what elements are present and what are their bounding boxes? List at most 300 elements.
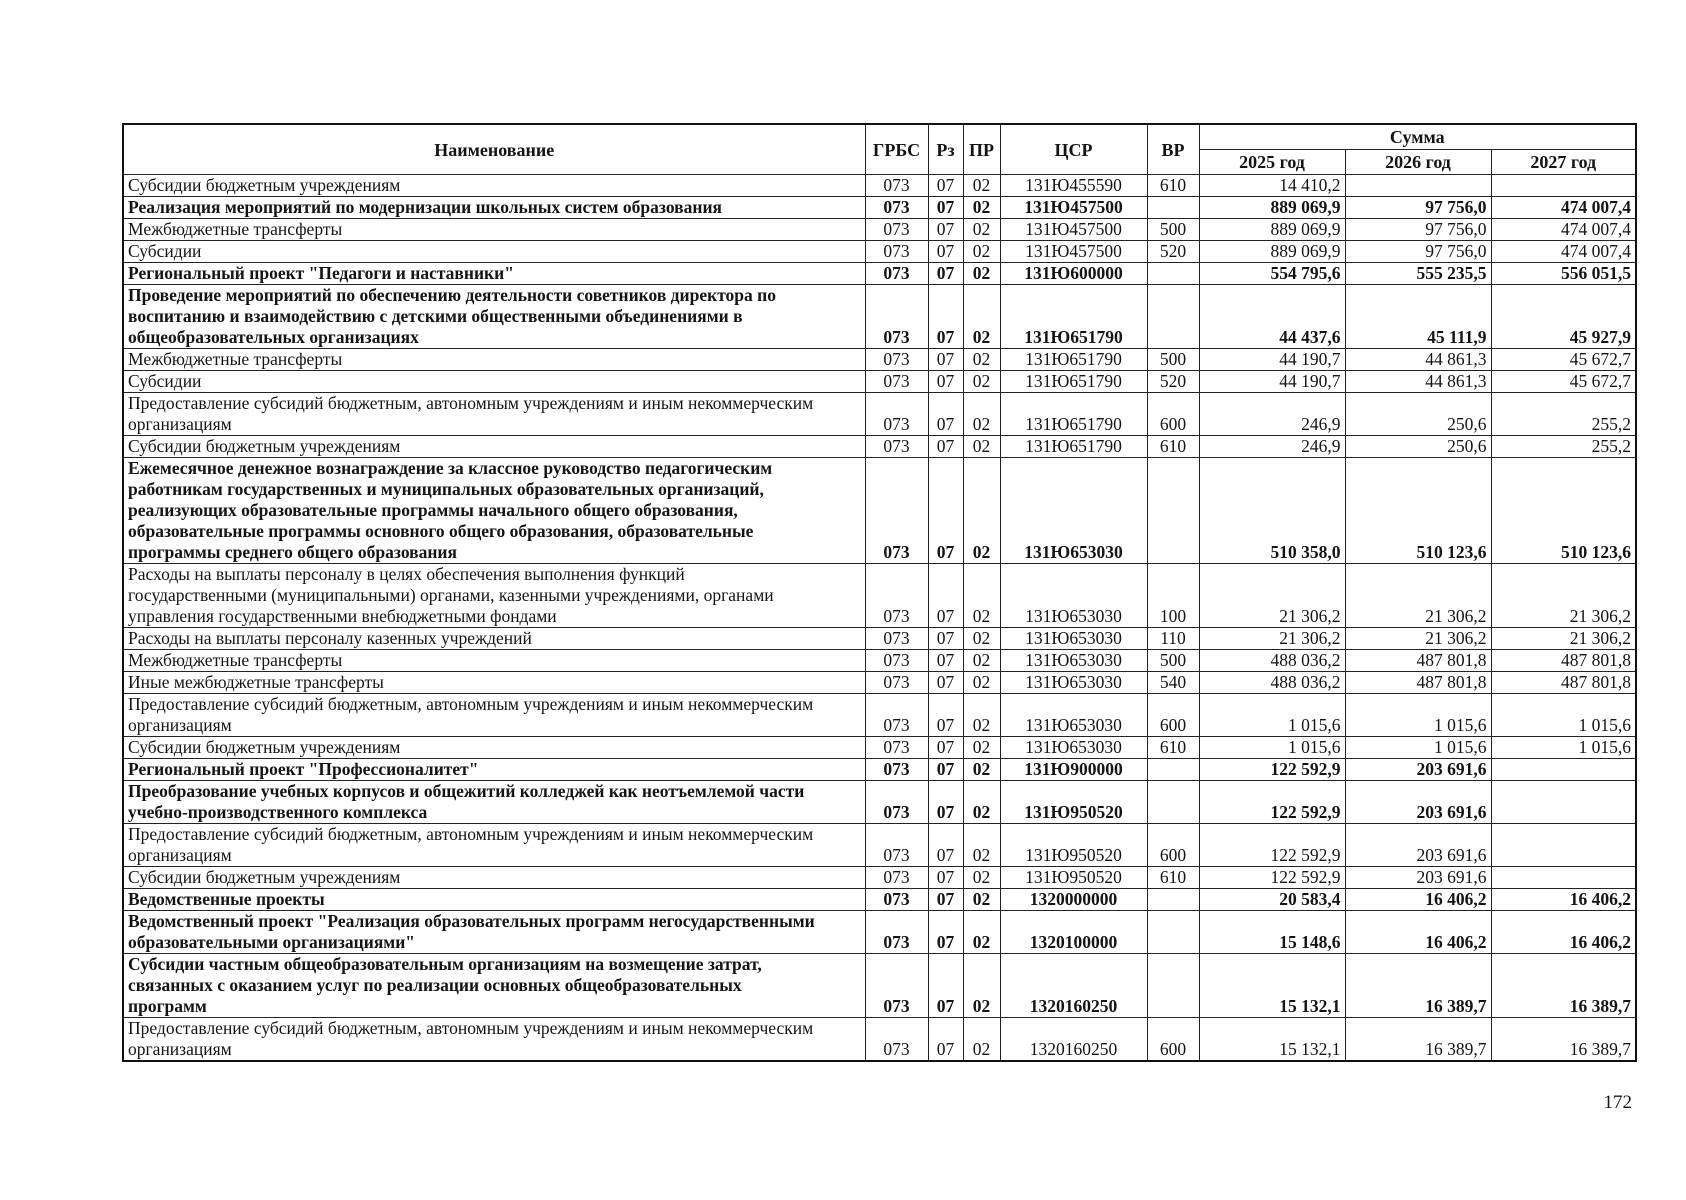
vr-cell: 600 [1147, 1018, 1199, 1062]
sum-2026-cell: 97 756,0 [1345, 241, 1491, 263]
rz-cell: 07 [928, 564, 963, 628]
sum-2026-cell: 97 756,0 [1345, 219, 1491, 241]
sum-2025-cell: 1 015,6 [1199, 737, 1345, 759]
grbs-cell: 073 [865, 672, 928, 694]
csr-cell: 131Ю950520 [1000, 824, 1147, 867]
name-cell [123, 954, 865, 1018]
sum-2025-cell: 554 795,6 [1199, 263, 1345, 285]
sum-2027-cell [1491, 175, 1636, 197]
sum-2025-cell: 889 069,9 [1199, 241, 1345, 263]
rz-cell: 07 [928, 672, 963, 694]
name-line: Реализация мероприятий по модернизации школьных систем образования [128, 197, 722, 217]
csr-cell: 1320160250 [1000, 1018, 1147, 1062]
rz-cell: 07 [928, 349, 963, 371]
name-line: Субсидии частным общеобразовательным организациям на возмещение затрат, [128, 954, 762, 974]
header-rz: Рз [928, 124, 963, 175]
pr-cell: 02 [963, 349, 1000, 371]
sum-2027-cell [1491, 781, 1636, 824]
table-row [123, 349, 1636, 371]
name-line: образовательными организациями" [128, 932, 416, 952]
sum-2025-cell: 21 306,2 [1199, 628, 1345, 650]
name-line: Предоставление субсидий бюджетным, автономным учреждениям и иным некоммерческим [128, 1018, 814, 1038]
csr-cell: 131Ю457500 [1000, 241, 1147, 263]
rz-cell: 07 [928, 954, 963, 1018]
page-number: 172 [1603, 1092, 1632, 1113]
rz-cell: 07 [928, 371, 963, 393]
table-row [123, 197, 1636, 219]
csr-cell: 131Ю653030 [1000, 737, 1147, 759]
sum-2027-cell: 1 015,6 [1491, 737, 1636, 759]
sum-2027-cell: 21 306,2 [1491, 628, 1636, 650]
name-cell [123, 175, 865, 197]
grbs-cell: 073 [865, 737, 928, 759]
vr-cell: 500 [1147, 349, 1199, 371]
vr-cell: 520 [1147, 371, 1199, 393]
vr-cell: 110 [1147, 628, 1199, 650]
header-pr: ПР [963, 124, 1000, 175]
rz-cell: 07 [928, 175, 963, 197]
rz-cell: 07 [928, 911, 963, 954]
name-cell [123, 781, 865, 824]
name-cell [123, 371, 865, 393]
table-row [123, 175, 1636, 197]
csr-cell: 131Ю457500 [1000, 219, 1147, 241]
vr-cell: 600 [1147, 824, 1199, 867]
sum-2025-cell: 15 132,1 [1199, 1018, 1345, 1062]
sum-2025-cell: 44 190,7 [1199, 349, 1345, 371]
sum-2025-cell: 488 036,2 [1199, 672, 1345, 694]
grbs-cell: 073 [865, 694, 928, 737]
vr-cell [1147, 889, 1199, 911]
grbs-cell: 073 [865, 564, 928, 628]
rz-cell: 07 [928, 694, 963, 737]
sum-2026-cell [1345, 175, 1491, 197]
grbs-cell: 073 [865, 241, 928, 263]
csr-cell: 131Ю651790 [1000, 393, 1147, 436]
pr-cell: 02 [963, 954, 1000, 1018]
table-row [123, 650, 1636, 672]
sum-2026-cell: 487 801,8 [1345, 672, 1491, 694]
csr-cell: 131Ю651790 [1000, 371, 1147, 393]
grbs-cell: 073 [865, 436, 928, 458]
rz-cell: 07 [928, 285, 963, 349]
name-cell [123, 1018, 865, 1062]
rz-cell: 07 [928, 436, 963, 458]
sum-2026-cell: 16 389,7 [1345, 1018, 1491, 1062]
name-line: Региональный проект "Педагоги и наставники" [128, 263, 514, 283]
name-cell [123, 759, 865, 781]
name-line: организациям [128, 845, 232, 865]
rz-cell: 07 [928, 759, 963, 781]
vr-cell: 610 [1147, 737, 1199, 759]
sum-2026-cell: 44 861,3 [1345, 371, 1491, 393]
sum-2025-cell: 510 358,0 [1199, 458, 1345, 564]
name-line: Субсидии бюджетным учреждениям [128, 436, 401, 456]
csr-cell: 1320100000 [1000, 911, 1147, 954]
header-sum: Сумма [1199, 124, 1636, 150]
name-line: программы среднего общего образования [128, 542, 457, 562]
name-line: Предоставление субсидий бюджетным, автономным учреждениям и иным некоммерческим [128, 694, 814, 714]
name-line: организациям [128, 715, 232, 735]
sum-2027-cell: 45 927,9 [1491, 285, 1636, 349]
sum-2026-cell: 203 691,6 [1345, 759, 1491, 781]
sum-2025-cell: 20 583,4 [1199, 889, 1345, 911]
grbs-cell: 073 [865, 781, 928, 824]
sum-2026-cell: 16 406,2 [1345, 911, 1491, 954]
name-cell [123, 393, 865, 436]
table-row [123, 263, 1636, 285]
grbs-cell: 073 [865, 628, 928, 650]
csr-cell: 131Ю653030 [1000, 458, 1147, 564]
vr-cell: 600 [1147, 694, 1199, 737]
vr-cell: 520 [1147, 241, 1199, 263]
name-line: Предоставление субсидий бюджетным, автономным учреждениям и иным некоммерческим [128, 824, 814, 844]
vr-cell: 610 [1147, 436, 1199, 458]
header-csr: ЦСР [1000, 124, 1147, 175]
name-line: Межбюджетные трансферты [128, 650, 343, 670]
sum-2027-cell: 474 007,4 [1491, 197, 1636, 219]
pr-cell: 02 [963, 759, 1000, 781]
sum-2027-cell: 16 406,2 [1491, 889, 1636, 911]
grbs-cell: 073 [865, 175, 928, 197]
rz-cell: 07 [928, 263, 963, 285]
csr-cell: 131Ю653030 [1000, 650, 1147, 672]
table-row [123, 737, 1636, 759]
sum-2025-cell: 44 437,6 [1199, 285, 1345, 349]
pr-cell: 02 [963, 628, 1000, 650]
name-cell [123, 241, 865, 263]
vr-cell: 500 [1147, 219, 1199, 241]
vr-cell: 610 [1147, 867, 1199, 889]
sum-2027-cell: 45 672,7 [1491, 349, 1636, 371]
name-cell [123, 458, 865, 564]
name-cell [123, 737, 865, 759]
name-cell [123, 263, 865, 285]
pr-cell: 02 [963, 285, 1000, 349]
name-cell [123, 349, 865, 371]
name-line: Проведение мероприятий по обеспечению деятельности советников директора по [128, 285, 776, 305]
name-cell [123, 197, 865, 219]
sum-2025-cell: 122 592,9 [1199, 781, 1345, 824]
vr-cell [1147, 263, 1199, 285]
sum-2025-cell: 889 069,9 [1199, 197, 1345, 219]
name-line: программ [128, 996, 207, 1016]
name-line: учебно-производственного комплекса [128, 802, 428, 822]
grbs-cell: 073 [865, 393, 928, 436]
sum-2027-cell: 16 389,7 [1491, 1018, 1636, 1062]
table-row [123, 219, 1636, 241]
name-cell [123, 436, 865, 458]
vr-cell: 540 [1147, 672, 1199, 694]
csr-cell: 131Ю653030 [1000, 672, 1147, 694]
name-line: реализующих образовательные программы начального общего образования, [128, 500, 738, 520]
table-row [123, 911, 1636, 954]
pr-cell: 02 [963, 393, 1000, 436]
vr-cell: 610 [1147, 175, 1199, 197]
name-line: общеобразовательных организациях [128, 327, 419, 347]
grbs-cell: 073 [865, 263, 928, 285]
table-row [123, 889, 1636, 911]
csr-cell: 131Ю651790 [1000, 436, 1147, 458]
name-line: Предоставление субсидий бюджетным, автономным учреждениям и иным некоммерческим [128, 393, 814, 413]
sum-2027-cell: 487 801,8 [1491, 650, 1636, 672]
pr-cell: 02 [963, 889, 1000, 911]
rz-cell: 07 [928, 650, 963, 672]
vr-cell: 500 [1147, 650, 1199, 672]
pr-cell: 02 [963, 911, 1000, 954]
name-line: работникам государственных и муниципальных образовательных организаций, [128, 479, 764, 499]
grbs-cell: 073 [865, 349, 928, 371]
header-year-2025: 2025 год [1199, 150, 1345, 175]
sum-2025-cell: 1 015,6 [1199, 694, 1345, 737]
table-row [123, 867, 1636, 889]
header-grbs: ГРБС [865, 124, 928, 175]
grbs-cell: 073 [865, 759, 928, 781]
name-line: Ведомственный проект "Реализация образовательных программ негосударственными [128, 911, 815, 931]
sum-2026-cell: 203 691,6 [1345, 867, 1491, 889]
rz-cell: 07 [928, 197, 963, 219]
sum-2027-cell: 21 306,2 [1491, 564, 1636, 628]
name-line: Расходы на выплаты персоналу в целях обеспечения выполнения функций [128, 564, 685, 584]
header-year-2026: 2026 год [1345, 150, 1491, 175]
pr-cell: 02 [963, 672, 1000, 694]
name-cell [123, 911, 865, 954]
sum-2026-cell: 250,6 [1345, 436, 1491, 458]
rz-cell: 07 [928, 628, 963, 650]
table-row [123, 371, 1636, 393]
csr-cell: 131Ю651790 [1000, 349, 1147, 371]
table-row [123, 954, 1636, 1018]
sum-2025-cell: 15 148,6 [1199, 911, 1345, 954]
name-line: управления государственными внебюджетными фондами [128, 606, 557, 626]
csr-cell: 131Ю653030 [1000, 628, 1147, 650]
vr-cell: 100 [1147, 564, 1199, 628]
grbs-cell: 073 [865, 458, 928, 564]
header-row-top [123, 124, 1636, 150]
sum-2027-cell: 487 801,8 [1491, 672, 1636, 694]
pr-cell: 02 [963, 867, 1000, 889]
pr-cell: 02 [963, 241, 1000, 263]
sum-2026-cell: 97 756,0 [1345, 197, 1491, 219]
sum-2027-cell: 255,2 [1491, 436, 1636, 458]
grbs-cell: 073 [865, 197, 928, 219]
grbs-cell: 073 [865, 889, 928, 911]
vr-cell [1147, 458, 1199, 564]
table-row [123, 241, 1636, 263]
grbs-cell: 073 [865, 650, 928, 672]
vr-cell [1147, 197, 1199, 219]
name-cell [123, 285, 865, 349]
vr-cell [1147, 954, 1199, 1018]
table-row [123, 458, 1636, 564]
name-line: Ведомственные проекты [128, 889, 325, 909]
csr-cell: 1320000000 [1000, 889, 1147, 911]
sum-2025-cell: 14 410,2 [1199, 175, 1345, 197]
name-line: Преобразование учебных корпусов и общежитий колледжей как неотъемлемой части [128, 781, 805, 801]
grbs-cell: 073 [865, 954, 928, 1018]
pr-cell: 02 [963, 175, 1000, 197]
name-line: Расходы на выплаты персоналу казенных учреждений [128, 628, 532, 648]
sum-2027-cell: 16 406,2 [1491, 911, 1636, 954]
name-cell [123, 219, 865, 241]
name-cell [123, 694, 865, 737]
csr-cell: 131Ю600000 [1000, 263, 1147, 285]
vr-cell [1147, 759, 1199, 781]
name-line: Субсидии бюджетным учреждениям [128, 175, 401, 195]
table-header [123, 124, 1636, 175]
csr-cell: 131Ю950520 [1000, 867, 1147, 889]
sum-2026-cell: 1 015,6 [1345, 737, 1491, 759]
rz-cell: 07 [928, 458, 963, 564]
csr-cell: 131Ю653030 [1000, 694, 1147, 737]
sum-2026-cell: 250,6 [1345, 393, 1491, 436]
pr-cell: 02 [963, 436, 1000, 458]
sum-2026-cell: 1 015,6 [1345, 694, 1491, 737]
name-line: организациям [128, 414, 232, 434]
grbs-cell: 073 [865, 371, 928, 393]
table-row [123, 694, 1636, 737]
name-line: образовательные программы основного общего образования, образовательные [128, 521, 754, 541]
grbs-cell: 073 [865, 219, 928, 241]
csr-cell: 131Ю651790 [1000, 285, 1147, 349]
name-line: Иные межбюджетные трансферты [128, 672, 384, 692]
grbs-cell: 073 [865, 1018, 928, 1062]
sum-2025-cell: 122 592,9 [1199, 824, 1345, 867]
grbs-cell: 073 [865, 824, 928, 867]
name-cell [123, 628, 865, 650]
sum-2027-cell: 255,2 [1491, 393, 1636, 436]
name-cell [123, 672, 865, 694]
table-row [123, 1018, 1636, 1062]
csr-cell: 131Ю457500 [1000, 197, 1147, 219]
sum-2026-cell: 45 111,9 [1345, 285, 1491, 349]
table-row [123, 781, 1636, 824]
sum-2027-cell: 474 007,4 [1491, 219, 1636, 241]
table-row [123, 672, 1636, 694]
name-cell [123, 867, 865, 889]
sum-2026-cell: 555 235,5 [1345, 263, 1491, 285]
table-row [123, 393, 1636, 436]
pr-cell: 02 [963, 564, 1000, 628]
rz-cell: 07 [928, 824, 963, 867]
name-line: Региональный проект "Профессионалитет" [128, 759, 479, 779]
pr-cell: 02 [963, 737, 1000, 759]
table-body [123, 175, 1636, 1062]
sum-2026-cell: 510 123,6 [1345, 458, 1491, 564]
pr-cell: 02 [963, 197, 1000, 219]
name-line: Межбюджетные трансферты [128, 219, 343, 239]
sum-2026-cell: 203 691,6 [1345, 781, 1491, 824]
name-line: государственными (муниципальными) органами, казенными учреждениями, органами [128, 585, 774, 605]
sum-2026-cell: 21 306,2 [1345, 564, 1491, 628]
sum-2027-cell: 556 051,5 [1491, 263, 1636, 285]
rz-cell: 07 [928, 219, 963, 241]
pr-cell: 02 [963, 219, 1000, 241]
name-line: воспитанию и взаимодействию с детскими общественными объединениями в [128, 306, 743, 326]
table-row [123, 436, 1636, 458]
sum-2025-cell: 44 190,7 [1199, 371, 1345, 393]
rz-cell: 07 [928, 781, 963, 824]
sum-2026-cell: 21 306,2 [1345, 628, 1491, 650]
vr-cell [1147, 285, 1199, 349]
pr-cell: 02 [963, 650, 1000, 672]
header-name: Наименование [123, 124, 865, 175]
sum-2025-cell: 21 306,2 [1199, 564, 1345, 628]
sum-2026-cell: 203 691,6 [1345, 824, 1491, 867]
csr-cell: 131Ю900000 [1000, 759, 1147, 781]
pr-cell: 02 [963, 781, 1000, 824]
header-vr: ВР [1147, 124, 1199, 175]
rz-cell: 07 [928, 867, 963, 889]
name-line: Субсидии [128, 241, 202, 261]
table-row [123, 564, 1636, 628]
pr-cell: 02 [963, 458, 1000, 564]
vr-cell [1147, 781, 1199, 824]
csr-cell: 131Ю653030 [1000, 564, 1147, 628]
grbs-cell: 073 [865, 285, 928, 349]
sum-2027-cell [1491, 867, 1636, 889]
sum-2025-cell: 122 592,9 [1199, 759, 1345, 781]
name-line: организациям [128, 1039, 232, 1059]
table-row [123, 285, 1636, 349]
name-cell [123, 650, 865, 672]
rz-cell: 07 [928, 889, 963, 911]
table-row [123, 628, 1636, 650]
pr-cell: 02 [963, 371, 1000, 393]
sum-2027-cell [1491, 824, 1636, 867]
sum-2025-cell: 246,9 [1199, 436, 1345, 458]
sum-2025-cell: 15 132,1 [1199, 954, 1345, 1018]
grbs-cell: 073 [865, 867, 928, 889]
csr-cell: 131Ю950520 [1000, 781, 1147, 824]
pr-cell: 02 [963, 694, 1000, 737]
rz-cell: 07 [928, 393, 963, 436]
sum-2026-cell: 487 801,8 [1345, 650, 1491, 672]
rz-cell: 07 [928, 1018, 963, 1062]
name-line: Субсидии бюджетным учреждениям [128, 737, 401, 757]
sum-2027-cell: 510 123,6 [1491, 458, 1636, 564]
name-line: связанных с оказанием услуг по реализации основных общеобразовательных [128, 975, 742, 995]
name-line: Межбюджетные трансферты [128, 349, 343, 369]
pr-cell: 02 [963, 824, 1000, 867]
sum-2027-cell: 16 389,7 [1491, 954, 1636, 1018]
sum-2025-cell: 889 069,9 [1199, 219, 1345, 241]
pr-cell: 02 [963, 1018, 1000, 1062]
sum-2025-cell: 488 036,2 [1199, 650, 1345, 672]
name-line: Субсидии бюджетным учреждениям [128, 867, 401, 887]
sum-2026-cell: 44 861,3 [1345, 349, 1491, 371]
csr-cell: 131Ю455590 [1000, 175, 1147, 197]
name-cell [123, 564, 865, 628]
csr-cell: 1320160250 [1000, 954, 1147, 1018]
rz-cell: 07 [928, 241, 963, 263]
sum-2026-cell: 16 406,2 [1345, 889, 1491, 911]
name-line: Ежемесячное денежное вознаграждение за классное руководство педагогическим [128, 458, 773, 478]
sum-2025-cell: 122 592,9 [1199, 867, 1345, 889]
table-row [123, 824, 1636, 867]
sum-2027-cell: 45 672,7 [1491, 371, 1636, 393]
name-line: Субсидии [128, 371, 202, 391]
sum-2025-cell: 246,9 [1199, 393, 1345, 436]
sum-2027-cell: 474 007,4 [1491, 241, 1636, 263]
rz-cell: 07 [928, 737, 963, 759]
pr-cell: 02 [963, 263, 1000, 285]
name-cell [123, 889, 865, 911]
grbs-cell: 073 [865, 911, 928, 954]
sum-2026-cell: 16 389,7 [1345, 954, 1491, 1018]
sum-2027-cell [1491, 759, 1636, 781]
budget-table [122, 123, 1637, 1062]
